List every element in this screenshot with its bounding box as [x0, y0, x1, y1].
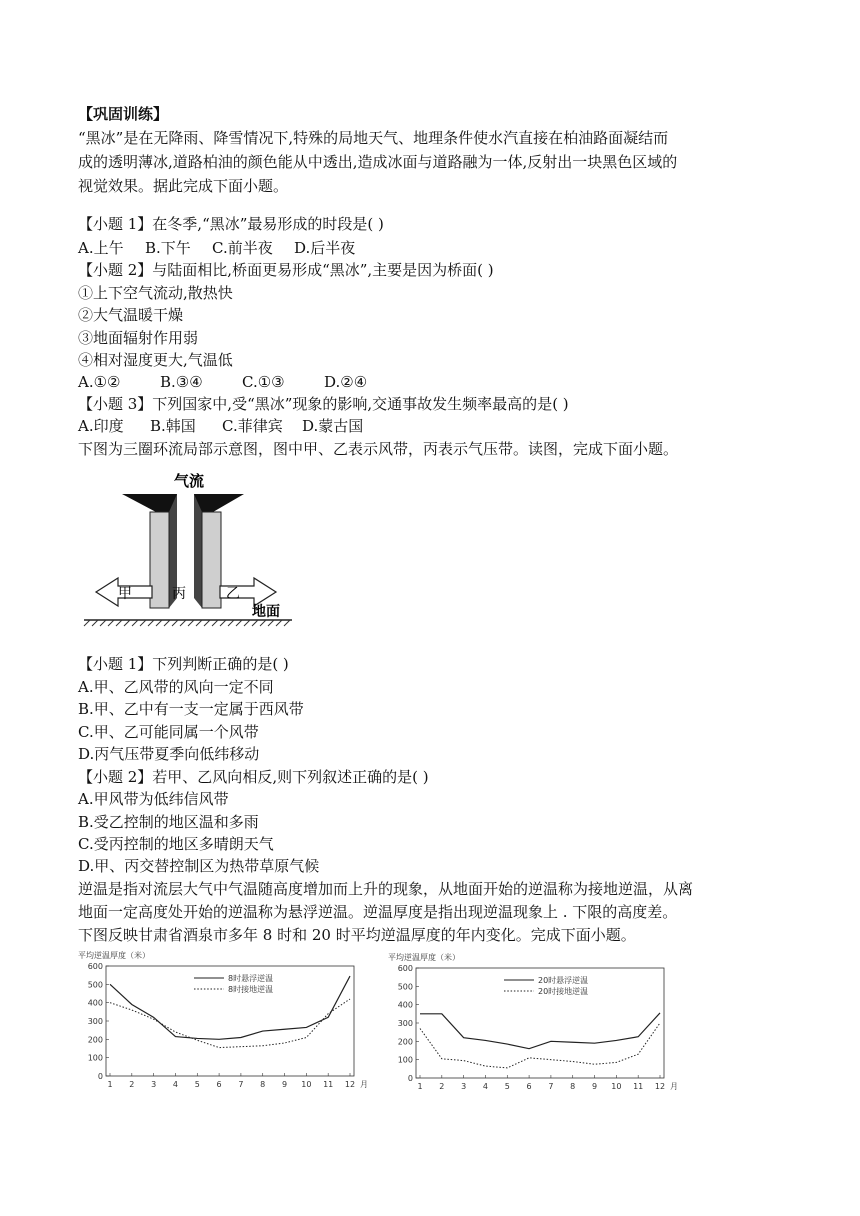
x-tick-label: 9	[591, 1082, 598, 1091]
option-c[interactable]: C.受丙控制的地区多晴朗天气	[78, 835, 274, 853]
question-stem: 【小题 2】与陆面相比,桥面更易形成“黑冰”,主要是因为桥面( )	[78, 261, 494, 279]
x-tick-label: 4	[172, 1080, 179, 1089]
statement-3: ③地面辐射作用弱	[78, 329, 199, 347]
x-tick-label: 6	[216, 1080, 222, 1089]
options-row	[78, 238, 355, 258]
pressure-belt-label: 丙	[172, 586, 186, 602]
left-airflow-head	[122, 494, 177, 512]
x-tick-label: 5	[504, 1082, 510, 1091]
option-d[interactable]: D.蒙古国	[302, 417, 364, 435]
y-tick-label: 600	[87, 962, 103, 971]
statement-1: ①上下空气流动,散热快	[78, 284, 233, 302]
option-c[interactable]: C.菲律宾	[222, 417, 283, 435]
x-tick-label: 4	[482, 1082, 489, 1091]
option-c[interactable]: C.①③	[242, 373, 285, 391]
option-a[interactable]: A.甲风带为低纬信风带	[78, 790, 229, 808]
y-tick-label: 100	[87, 1053, 103, 1063]
x-tick-label: 8	[260, 1080, 266, 1089]
x-tick-label: 5	[194, 1080, 200, 1089]
option-a[interactable]: A.上午	[78, 239, 124, 257]
legend-label: 8时接地逆温	[228, 985, 274, 994]
y-tick-label: 400	[87, 998, 103, 1008]
legend-label: 20时接地逆温	[538, 987, 589, 996]
x-tick-label: 10	[611, 1082, 622, 1091]
legend-label: 20时悬浮逆温	[538, 976, 589, 985]
intro-line-2: 成的透明薄冰,道路柏油的颜色能从中透出,造成冰面与道路融为一体,反射出一块黑色区域的	[78, 153, 678, 171]
intro-line-3: 视觉效果。据此完成下面小题。	[78, 177, 289, 195]
y-tick-label: 300	[87, 1017, 103, 1026]
y-axis-label: 平均逆温厚度（米）	[388, 953, 460, 962]
x-tick-label: 10	[301, 1080, 312, 1089]
y-tick-label: 0	[97, 1072, 103, 1081]
option-b[interactable]: B.下午	[145, 239, 191, 257]
x-tick-label: 6	[526, 1082, 532, 1091]
inversion-intro-3: 下图反映甘肃省酒泉市多年 8 时和 20 时平均逆温厚度的年内变化。完成下面小题。	[78, 926, 636, 944]
inversion-intro-1: 逆温是指对流层大气中气温随高度增加而上升的现象，从地面开始的逆温称为接地逆温，从离	[78, 880, 694, 898]
x-tick-label: 11	[323, 1080, 334, 1089]
x-tick-label: 9	[281, 1080, 288, 1089]
x-unit-label: 月	[360, 1080, 368, 1089]
question-stem: 【小题 3】下列国家中,受“黑冰”现象的影响,交通事故发生频率最高的是( )	[78, 395, 569, 413]
right-airflow-head	[194, 494, 244, 512]
option-d[interactable]: D.丙气压带夏季向低纬移动	[78, 745, 260, 763]
y-axis-label: 平均逆温厚度（米）	[78, 951, 150, 960]
option-c[interactable]: C.前半夜	[212, 239, 273, 257]
y-tick-label: 0	[407, 1074, 413, 1083]
option-b[interactable]: B.甲、乙中有一支一定属于西风带	[78, 700, 304, 718]
chart-8am	[76, 948, 376, 1094]
airflow-label: 气流	[174, 472, 205, 490]
left-wind-label: 甲	[118, 586, 132, 602]
x-tick-label: 12	[654, 1082, 666, 1091]
question-stem: 【小题 1】下列判断正确的是( )	[78, 655, 289, 673]
options-row	[78, 416, 363, 436]
x-tick-label: 3	[151, 1080, 157, 1089]
y-tick-label: 500	[87, 980, 103, 990]
x-tick-label: 1	[107, 1080, 113, 1089]
option-d[interactable]: D.后半夜	[294, 239, 356, 257]
right-wind-label: 乙	[226, 586, 240, 602]
option-b[interactable]: B.受乙控制的地区温和多雨	[78, 813, 259, 831]
option-c[interactable]: C.甲、乙可能同属一个风带	[78, 723, 259, 741]
option-b[interactable]: B.③④	[160, 373, 203, 391]
question-stem: 【小题 1】在冬季,“黑冰”最易形成的时段是( )	[78, 215, 384, 233]
x-tick-label: 1	[417, 1082, 423, 1091]
chart-8pm	[386, 950, 686, 1096]
x-tick-label: 7	[238, 1080, 244, 1089]
option-b[interactable]: B.韩国	[150, 417, 196, 435]
question-stem: 【小题 2】若甲、乙风向相反,则下列叙述正确的是( )	[78, 768, 429, 786]
y-tick-label: 200	[397, 1037, 413, 1047]
x-unit-label: 月	[670, 1082, 678, 1091]
x-tick-label: 2	[129, 1080, 135, 1089]
intro-line-1: “黑冰”是在无降雨、降雪情况下,特殊的局地天气、地理条件使水汽直接在柏油路面凝结而	[78, 129, 669, 147]
x-tick-label: 11	[633, 1082, 644, 1091]
section-intro: 下图为三圈环流局部示意图，图中甲、乙表示风带，丙表示气压带。读图，完成下面小题。	[78, 440, 679, 458]
option-d[interactable]: D.甲、丙交替控制区为热带草原气候	[78, 857, 320, 875]
ground-label: 地面	[252, 604, 280, 620]
option-a[interactable]: A.甲、乙风带的风向一定不同	[78, 678, 274, 696]
inversion-intro-2: 地面一定高度处开始的逆温称为悬浮逆温。逆温厚度是指出现逆温现象上 . 下限的高度差。	[78, 903, 678, 921]
option-a[interactable]: A.①②	[78, 373, 121, 391]
x-tick-label: 2	[439, 1082, 445, 1091]
option-d[interactable]: D.②④	[324, 373, 368, 391]
options-row	[78, 372, 367, 392]
x-tick-label: 8	[570, 1082, 576, 1091]
circulation-diagram	[78, 470, 298, 635]
y-tick-label: 600	[397, 964, 413, 973]
legend-label: 8时悬浮逆温	[228, 974, 274, 983]
y-tick-label: 200	[87, 1035, 103, 1045]
y-tick-label: 400	[397, 1000, 413, 1010]
series-line	[420, 1013, 660, 1049]
right-airflow-column	[202, 512, 221, 608]
section-heading: 【巩固训练】	[78, 105, 169, 123]
statement-4: ④相对湿度更大,气温低	[78, 351, 233, 369]
y-tick-label: 500	[397, 982, 413, 992]
y-tick-label: 100	[397, 1055, 413, 1065]
statement-2: ②大气温暖干燥	[78, 306, 184, 324]
left-airflow-column	[150, 512, 169, 608]
x-tick-label: 7	[548, 1082, 554, 1091]
x-tick-label: 12	[344, 1080, 356, 1089]
x-tick-label: 3	[461, 1082, 467, 1091]
option-a[interactable]: A.印度	[78, 417, 124, 435]
y-tick-label: 300	[397, 1019, 413, 1028]
ground-hatching	[84, 620, 290, 626]
